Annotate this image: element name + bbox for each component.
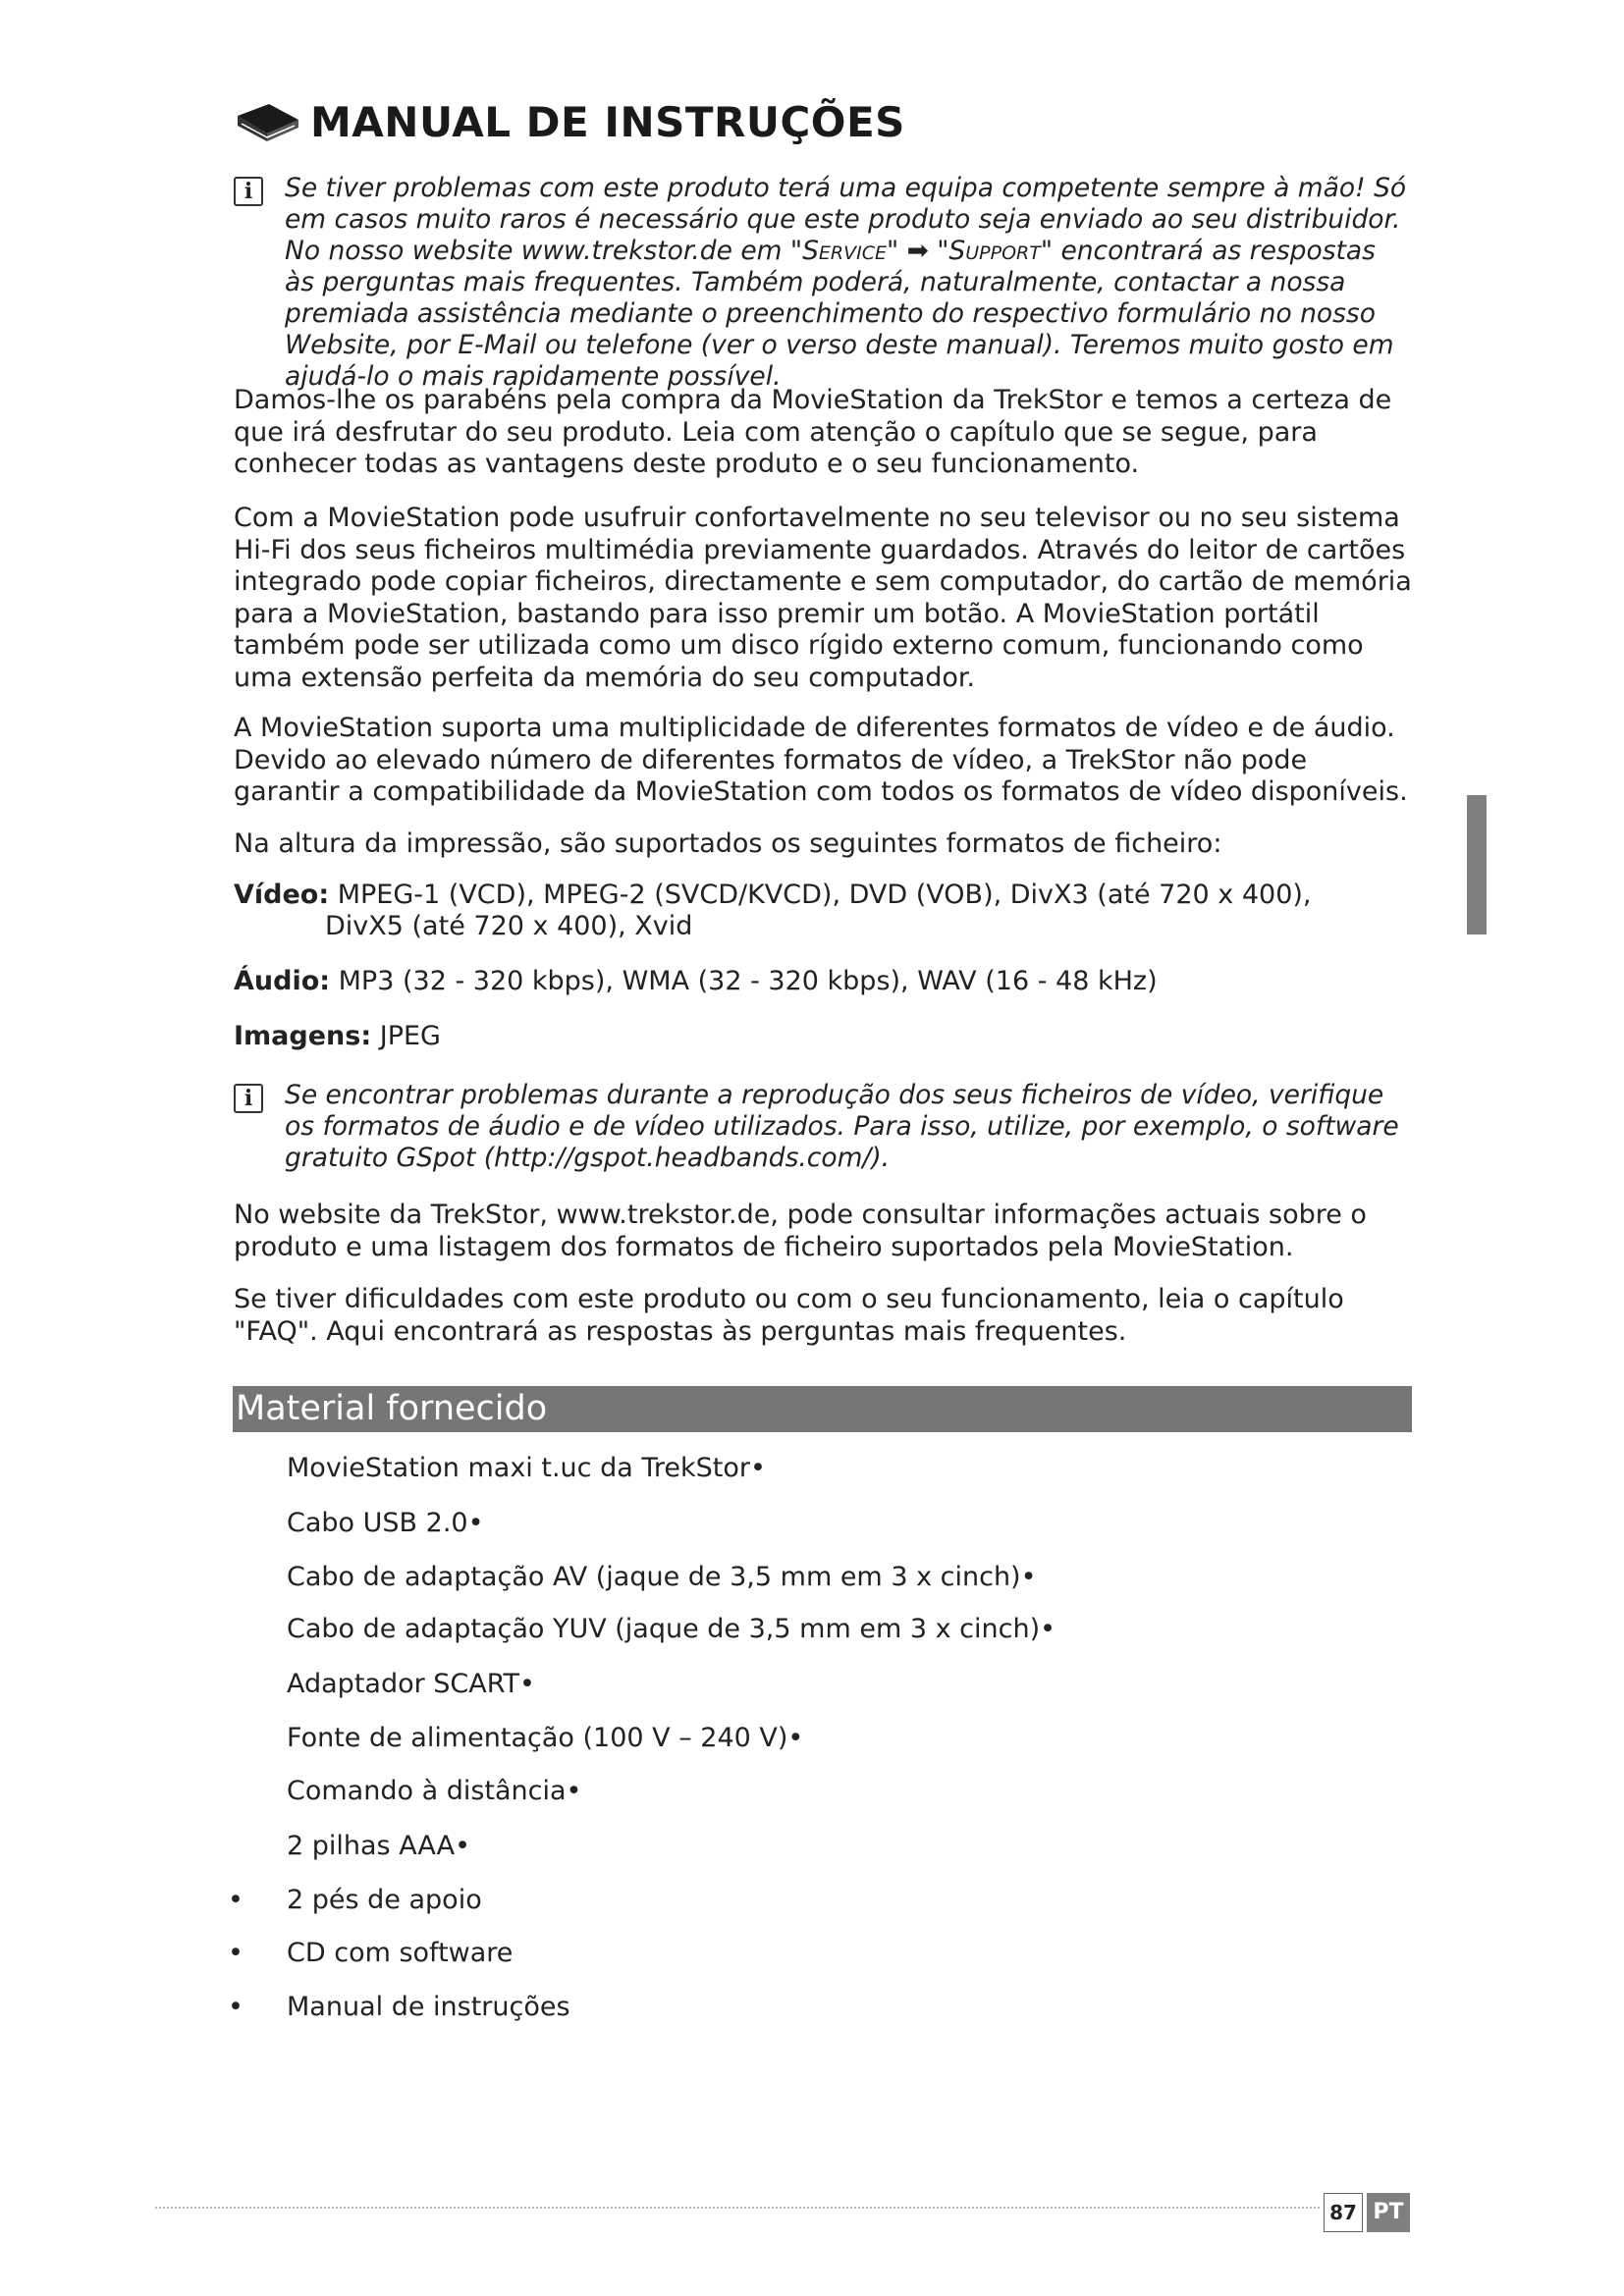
service-link-text: Service — [802, 236, 887, 266]
list-item: CD com software — [287, 1938, 514, 1968]
list-item: Cabo USB 2.0• — [287, 1508, 484, 1538]
info-icon: i — [234, 177, 263, 206]
info-note-support — [234, 173, 1412, 393]
side-thumb-tab — [1467, 795, 1487, 934]
info-icon: i — [234, 1084, 263, 1113]
arrow-text: " ➡ " — [886, 236, 949, 266]
note-text-part: Se tiver problemas com este produto terá uma equipa competente sempre à mão! Só em casos muito raros é necessário que este produto seja enviado ao seu distribuidor. No nosso website www.trekstor.de em " — [285, 173, 1407, 266]
page-number: 87 — [1324, 2193, 1363, 2232]
bullet-marker: • — [228, 1938, 244, 1968]
list-item: Manual de instruções — [287, 1992, 570, 2022]
format-value: MPEG-1 (VCD), MPEG-2 (SVCD/KVCD), DVD (VOB), DivX3 (até 720 x 400), — [337, 880, 1312, 910]
bullet-marker: • — [228, 1992, 244, 2022]
paragraph-faq: Se tiver dificuldades com este produto ou com o seu funcionamento, leia o capítulo "FAQ". Aqui encontrará as respostas às perguntas mais frequentes. — [234, 1284, 1344, 1347]
section-heading-material: Material fornecido — [233, 1386, 1412, 1432]
paragraph-formats: A MovieStation suporta uma multiplicidade de diferentes formatos de vídeo e de áudio. Devido ao elevado número de diferentes formatos de vídeo, a TrekStor não pode garantir a compatibilidade da MovieStation com todos os formatos de vídeo disponíveis. — [234, 713, 1408, 807]
list-item: MovieStation maxi t.uc da TrekStor• — [287, 1453, 766, 1483]
format-images — [234, 1021, 441, 1052]
paragraph-website: No website da TrekStor, www.trekstor.de, pode consultar informações actuais sobre o produto e uma listagem dos formatos de ficheiro suportados pela MovieStation. — [234, 1200, 1367, 1262]
format-label: Vídeo: — [234, 880, 330, 910]
format-value: MP3 (32 - 320 kbps), WMA (32 - 320 kbps), WAV (16 - 48 kHz) — [338, 966, 1158, 996]
info-note-gspot — [234, 1080, 1412, 1174]
language-badge: PT — [1367, 2193, 1410, 2232]
format-value-cont: DivX5 (até 720 x 400), Xvid — [325, 911, 693, 941]
list-item: Cabo de adaptação AV (jaque de 3,5 mm em 3 x cinch)• — [287, 1562, 1037, 1592]
list-item: Comando à distância• — [287, 1776, 582, 1806]
note-text-part: " encontrará as respostas às perguntas mais frequentes. Também poderá, naturalmente, contactar a nossa premiada assistência mediante o preenchimento do respectivo formulário no nosso Website, por E-Mail ou telefone (ver o verso deste manual). Teremos muito gosto em ajudá-lo o mais rapidamente possível. — [285, 236, 1394, 392]
format-video — [234, 880, 1311, 942]
bullet-marker: • — [228, 1885, 244, 1915]
format-label: Imagens: — [234, 1021, 372, 1051]
title-row — [234, 96, 905, 147]
info-note-text: Se encontrar problemas durante a reprodução dos seus ficheiros de vídeo, verifique os formatos de áudio e de vídeo utilizados. Para isso, utilize, por exemplo, o software gratuito GSpot (http://gspot.headbands.com/). — [285, 1080, 1399, 1173]
book-icon — [234, 96, 300, 147]
paragraph-supported: Na altura da impressão, são suportados os seguintes formatos de ficheiro: — [234, 828, 1222, 859]
footer-dotted-line — [155, 2207, 1320, 2209]
list-item: 2 pés de apoio — [287, 1885, 482, 1915]
format-label: Áudio: — [234, 966, 331, 996]
list-item: 2 pilhas AAA• — [287, 1831, 471, 1861]
list-item: Adaptador SCART• — [287, 1669, 535, 1699]
paragraph-features: Com a MovieStation pode usufruir confortavelmente no seu televisor ou no seu sistema Hi-Fi dos seus ficheiros multimédia previamente guardados. Através do leitor de cartões integrado pode copiar ficheiros, directamente e sem computador, do cartão de memória para a MovieStation, bastando para isso premir um botão. A MovieStation portátil também pode ser utilizada como um disco rígido externo comum, funcionando como uma extensão perfeita da memória do seu computador. — [234, 503, 1412, 693]
info-note-text — [285, 173, 1412, 393]
format-value: JPEG — [379, 1021, 441, 1051]
page-title: MANUAL DE INSTRUÇÕES — [310, 97, 905, 146]
list-item: Fonte de alimentação (100 V – 240 V)• — [287, 1723, 804, 1753]
list-item: Cabo de adaptação YUV (jaque de 3,5 mm em 3 x cinch)• — [287, 1614, 1056, 1644]
support-link-text: Support — [948, 236, 1041, 266]
paragraph-intro: Damos-lhe os parabéns pela compra da MovieStation da TrekStor e temos a certeza de que irá desfrutar do seu produto. Leia com atenção o capítulo que se segue, para conhecer todas as vantagens deste produto e o seu funcionamento. — [234, 385, 1392, 479]
format-audio — [234, 966, 1158, 997]
